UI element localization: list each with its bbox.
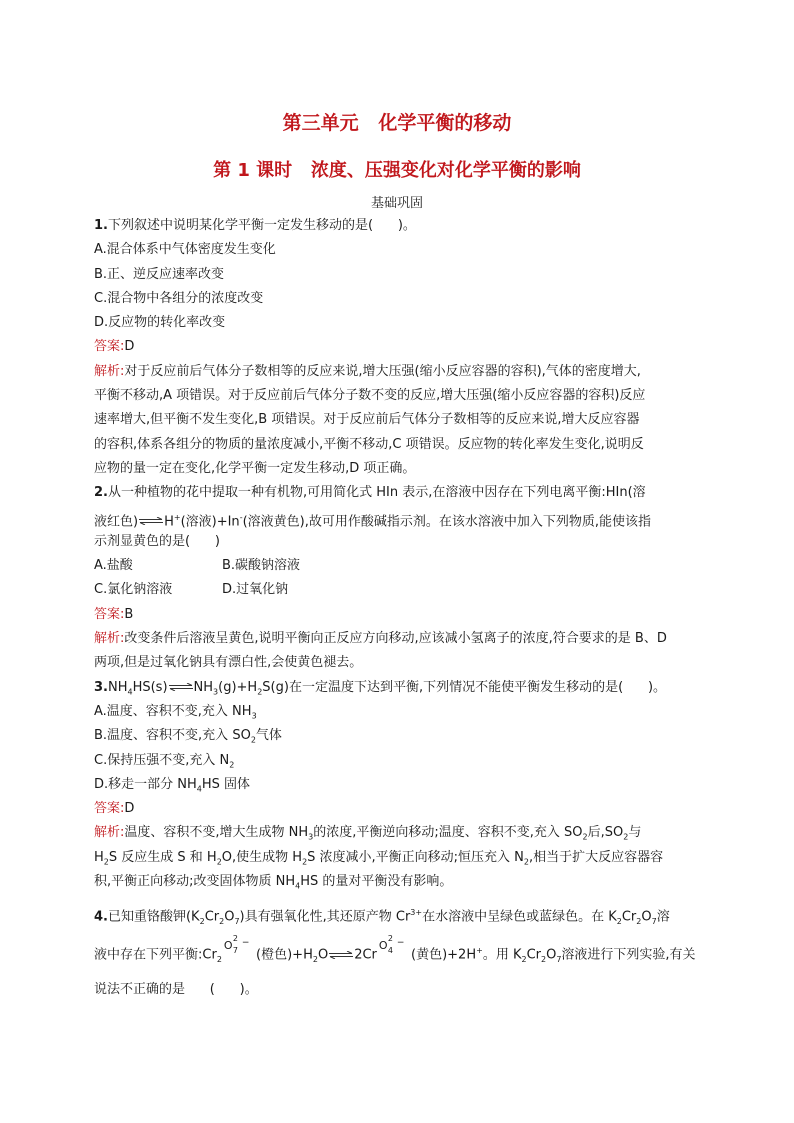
q3-option-d: D.移走一部分 $NH_4HS$ 固体 xyxy=(94,776,251,794)
q3-option-a: A.温度、容积不变,充入 $NH_3$ xyxy=(94,703,257,721)
q3-stem: $3.NH_4HS(s)$ $NH_3(g)+H_2S(g)$在一定温度下达到平衡,下列情况不能使平衡发生移动的是( )。 xyxy=(94,679,667,697)
q1-answer: 答案:D xyxy=(94,339,135,355)
q3-option-c: C.保持压强不变,充入 $N_2$ xyxy=(94,752,235,770)
q1-analysis-line: 速率增大,但平衡不发生变化,B 项错误。对于反应前后气体分子数相等的反应来说,增大反应容器 xyxy=(94,412,640,428)
q1-option-a: A.混合体系中气体密度发生变化 xyxy=(94,242,276,258)
q2-analysis-line: 两项,但是过氧化钠具有漂白性,会使黄色褪去。 xyxy=(94,655,363,671)
q3-analysis-line: 解析:温度、容积不变,增大生成物 $NH_3$的浓度,平衡逆向移动;温度、容积不变,充入 $SO_2$后$,SO_2$与 xyxy=(94,825,642,843)
q1-analysis-line: 平衡不移动,A 项错误。对于反应前后气体分子数不变的反应,增大压强(缩小反应容器的容积)反应 xyxy=(94,388,646,404)
q2-options-row xyxy=(94,554,714,578)
q2-option-d: D.过氧化钠 xyxy=(222,582,289,598)
q2-answer: 答案:B xyxy=(94,606,134,622)
q2-option-c: C.氯化钠溶液 xyxy=(94,582,173,598)
q1-analysis-line: 的容积,体系各组分的物质的量浓度减小,平衡不移动,C 项错误。反应物的转化率发生变化,说明反 xyxy=(94,436,644,452)
q2-analysis-line: 解析:改变条件后溶液呈黄色,说明平衡向正反应方向移动,应该减小氢离子的浓度,符合要求的是 B、D xyxy=(94,631,667,647)
q1-analysis-line: 应物的量一定在变化,化学平衡一定发生移动,D 项正确。 xyxy=(94,460,416,476)
section-heading: 基础巩固 xyxy=(370,196,423,211)
q2-option-b: B.碳酸钠溶液 xyxy=(222,558,301,574)
q3-answer: 答案:D xyxy=(94,801,135,817)
q4-stem-line: 说法不正确的是 ( )。 xyxy=(94,982,258,998)
q1-option-b: B.正、逆反应速率改变 xyxy=(94,266,225,282)
q2-stem-line: 示剂显黄色的是( ) xyxy=(94,533,220,549)
chromate-ion-formula: O 2 4 − xyxy=(378,934,405,956)
q2-stem-line: 液红色) H+(溶液)+In-(溶液黄色),故可用作酸碱指示剂。在该水溶液中加入下列物质,能使该指 xyxy=(94,512,651,529)
q2-stem: 2.从一种植物的花中提取一种有机物,可用简化式 HIn 表示,在溶液中因存在下列电离平衡:HIn(溶 xyxy=(94,485,646,501)
q3-analysis-line: 积,平衡正向移动;改变固体物质 $NH_4HS$ 的量对平衡没有影响。 xyxy=(94,874,453,891)
q3-analysis-line: $H_2S$ 反应生成 S 和 $H_2O$,使生成物 $H_2S$ 浓度减小,平衡正向移动;恒压充入 $N_2$,相当于扩大反应容器容 xyxy=(94,849,664,867)
unit-title: 第三单元 化学平衡的移动 xyxy=(282,112,512,134)
q4-stem: 4.已知重铬酸钾$(K_2Cr_2O_7)$具有强氧化性,其还原产物 $Cr^{3+}$在水溶液中呈绿色或蓝绿色。在 $K_2Cr_2O_7$溶 xyxy=(94,908,670,927)
q1-stem: 1.下列叙述中说明某化学平衡一定发生移动的是( )。 xyxy=(94,218,416,233)
q4-stem-line: 液中存在下列平衡$:Cr_2$ O 2 7 − (橙色)$+H_2O$ 2Cr O 2 4 − (黄色)+2H+。用 $K_2Cr_2O_7$溶液进行下列实验,有关 xyxy=(94,934,696,965)
q3-option-b: B.温度、容积不变,充入 $SO_2$气体 xyxy=(94,728,282,745)
dichromate-ion-formula: O 2 7 − xyxy=(223,934,250,956)
lesson-title: 第 1 课时 浓度、压强变化对化学平衡的影响 xyxy=(213,160,581,181)
equilibrium-arrow-icon xyxy=(328,951,354,959)
equilibrium-arrow-icon xyxy=(138,517,164,525)
question-content xyxy=(94,214,714,1008)
q2-options-row xyxy=(94,578,714,602)
q2-option-a: A.盐酸 xyxy=(94,558,133,574)
q1-option-d: D.反应物的转化率改变 xyxy=(94,315,226,331)
q1-option-c: C.混合物中各组分的浓度改变 xyxy=(94,290,264,306)
q1-analysis-line: 解析:对于反应前后气体分子数相等的反应来说,增大压强(缩小反应容器的容积),气体的密度增大, xyxy=(94,363,641,379)
equilibrium-arrow-icon xyxy=(168,683,194,691)
